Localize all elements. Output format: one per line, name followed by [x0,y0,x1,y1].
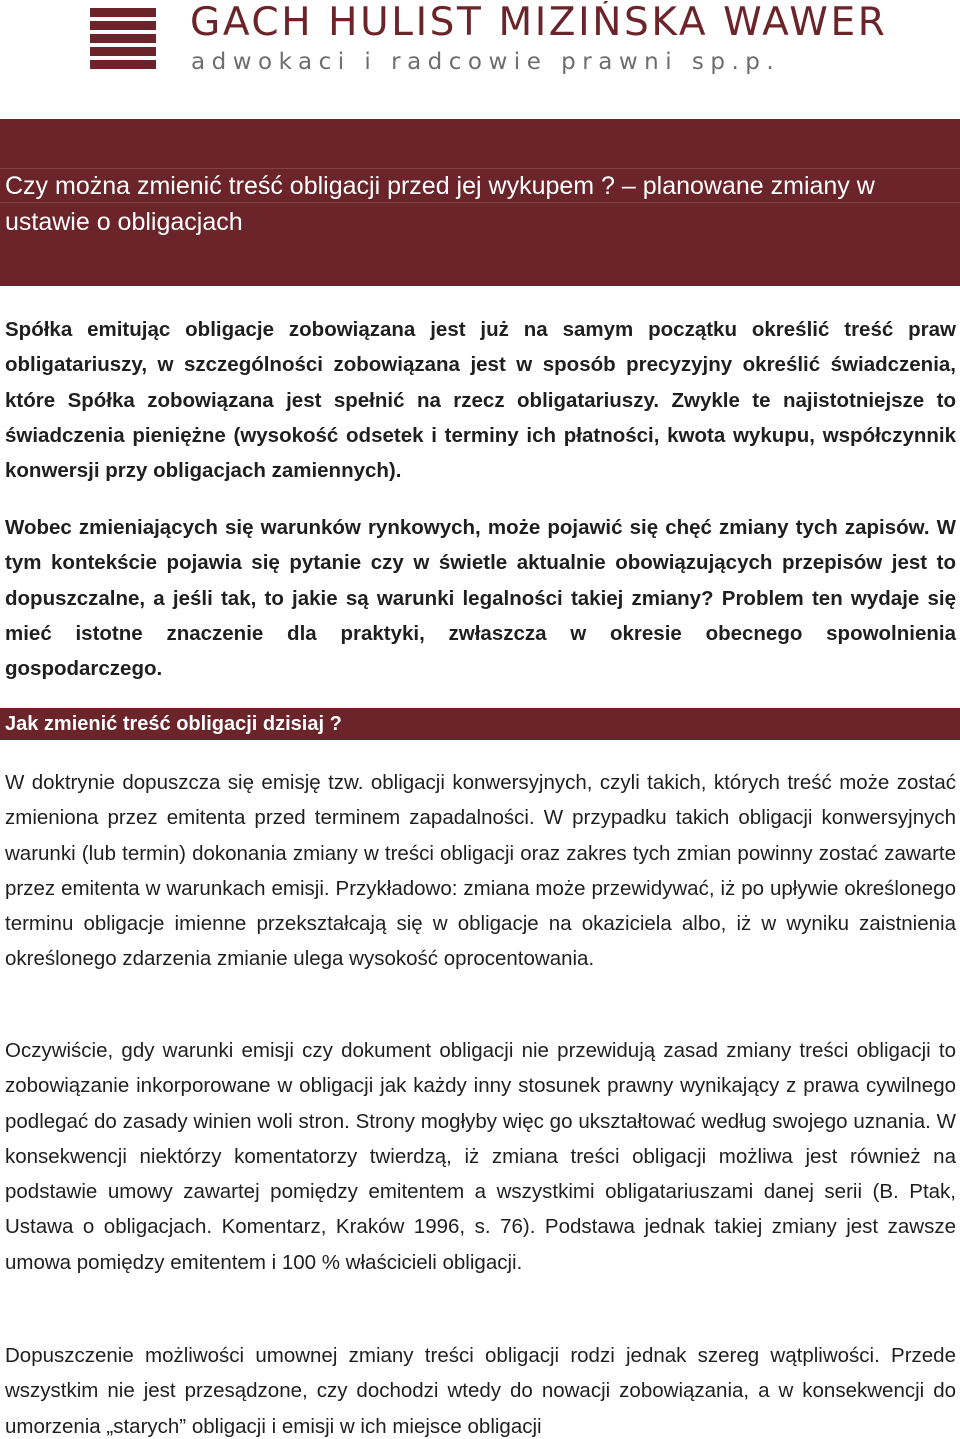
body-paragraph: Oczywiście, gdy warunki emisji czy dokument obligacji nie przewidują zasad zmiany treści obligacji to zobowiązanie inkorporowane w obligacji jak każdy inny stosunek prawny wynikający z prawa cywilnego podlegać do zasady winien woli stron. Strony mogłyby więc go ukształtować według swojego uznania. W konsekwencji niektórzy komentatorzy twierdzą, iż zmiana treści obligacji możliwa jest również na podstawie umowy zawartej pomiędzy emitentem a wszystkimi obligatariuszami danej serii (B. Ptak, Ustawa o obligacjach. Komentarz, Kraków 1996, s. 76). Podstawa jednak takiej zmiany jest zawsze umowa pomiędzy emitentem i 100 % właścicieli obligacji. [5,1039,956,1274]
firm-subtitle: adwokaci i radcowie prawni sp.p. [191,49,781,75]
body-paragraph: W doktrynie dopuszcza się emisję tzw. obligacji konwersyjnych, czyli takich, których treść może zostać zmieniona przez emitenta przed terminem zapadalności. W przypadku takich obligacji konwersyjnych warunki (lub termin) dokonania zmiany w treści obligacji oraz zakres tych zmian powinny zostać zawarte przez emitenta w warunkach emisji. Przykładowo: zmiana może przewidywać, iż po upływie określonego terminu obligacje imienne przekształcają się w obligacje na okaziciela albo, iż w wyniku zaistnienia określonego zdarzenia zmianie ulega wysokość oprocentowania. [5,771,956,971]
intro-paragraph: Spółka emitując obligacje zobowiązana jest już na samym początku określić treść praw obligatariuszy, w szczególności zobowiązana jest w sposób precyzyjny określić świadczenia, które Spółka zobowiązana jest spełnić na rzecz obligatariuszy. Zwykle te najistotniejsze to świadczenia pieniężne (wysokość odsetek i terminy ich płatności, kwota wykupu, współczynnik konwersji przy obligacjach zamiennych). [5,318,956,483]
body-paragraph: Dopuszczenie możliwości umownej zmiany treści obligacji rodzi jednak szereg wątpliwości. Przede wszystkim nie jest przesądzone, czy dochodzi wtedy do nowacji zobowiązania, a w konsekwencji do umorzenia „starych” obligacji i emisji w ich miejsce obligacji [5,1344,956,1438]
section-heading: Jak zmienić treść obligacji dzisiaj ? [5,713,342,735]
intro-paragraph: Wobec zmieniających się warunków rynkowych, może pojawić się chęć zmiany tych zapisów. W tym kontekście pojawia się pytanie czy w świetle aktualnie obowiązujących przepisów jest to dopuszczalne, a jeśli tak, to jakie są warunki legalności takiej zmiany? Problem ten wydaje się mieć istotne znaczenie dla praktyki, zwłaszcza w okresie obecnego spowolnienia gospodarczego. [5,516,956,681]
firm-logo [90,8,156,70]
logo-bar [90,21,156,30]
logo-bar [90,34,156,43]
logo-bar [90,8,156,17]
logo-bar [90,60,156,69]
document-title: Czy można zmienić treść obligacji przed jej wykupem ? – planowane zmiany w ustawie o obligacjach [5,172,875,236]
logo-bar [90,47,156,56]
firm-name: GACH HULIST MIZIŃSKA WAWER [190,1,888,45]
